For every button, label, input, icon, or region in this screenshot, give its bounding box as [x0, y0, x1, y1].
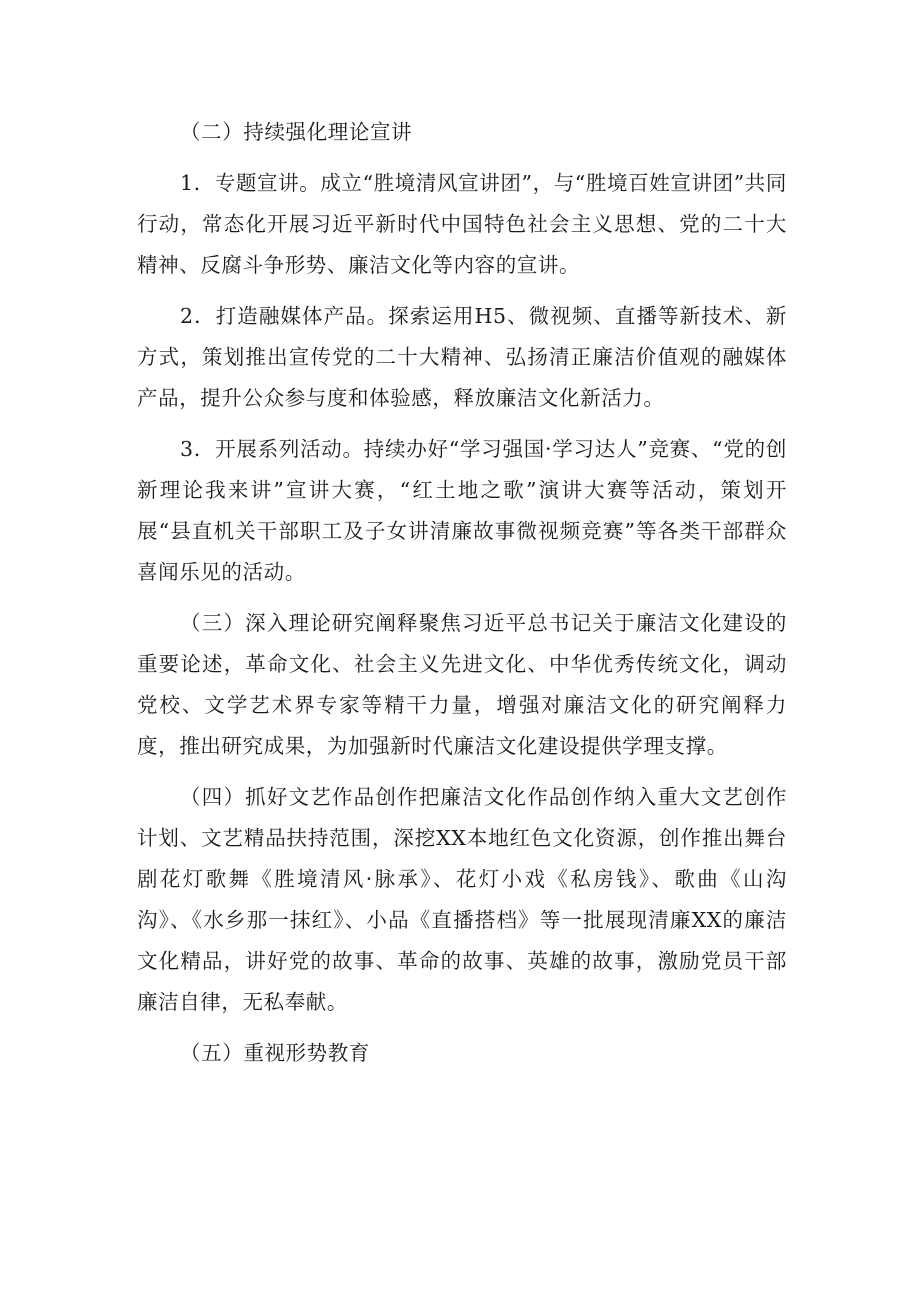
section-heading-2: （二）持续强化理论宣讲: [180, 120, 413, 144]
paragraph-art-creation: （四）抓好文艺作品创作把廉洁文化作品创作纳入重大文艺创作计划、文艺精品扶持范围，深挖XX本地红色文化资源，创作推出舞台剧花灯歌舞《胜境清风·脉承》、花灯小戏《私房钱》、歌曲《山沟沟》、《水乡那一抹红》、小品《直播搭档》等一批展现清廉XX的廉洁文化精品，讲好党的故事、革命的故事、英雄的故事，激励党员干部廉洁自律，无私奉献。: [137, 785, 787, 1014]
paragraph-special-lectures: 1．专题宣讲。成立“胜境清风宣讲团”，与“胜境百姓宣讲团”共同行动，常态化开展习近平新时代中国特色社会主义思想、党的二十大精神、反腐斗争形势、廉洁文化等内容的宣讲。: [137, 171, 787, 277]
document-body: [137, 112, 787, 1084]
paragraph-media-products: 2．打造融媒体产品。探索运用H5、微视频、直播等新技术、新方式，策划推出宣传党的二十大精神、弘扬清正廉洁价值观的融媒体产品，提升公众参与度和体验感，释放廉洁文化新活力。: [137, 304, 787, 410]
section-heading-5: （五）重视形势教育: [180, 1041, 370, 1065]
paragraph-series-activities: 3．开展系列活动。持续办好“学习强国·学习达人”竞赛、“党的创新理论我来讲”宣讲大赛，“红土地之歌”演讲大赛等活动，策划开展“县直机关干部职工及子女讲清廉故事微视频竞赛”等各类干部群众喜闻乐见的活动。: [137, 437, 787, 584]
paragraph-theory-research: （三）深入理论研究阐释聚焦习近平总书记关于廉洁文化建设的重要论述，革命文化、社会主义先进文化、中华优秀传统文化，调动党校、文学艺术界专家等精干力量，增强对廉洁文化的研究阐释力度，推出研究成果，为加强新时代廉洁文化建设提供学理支撑。: [137, 611, 787, 758]
